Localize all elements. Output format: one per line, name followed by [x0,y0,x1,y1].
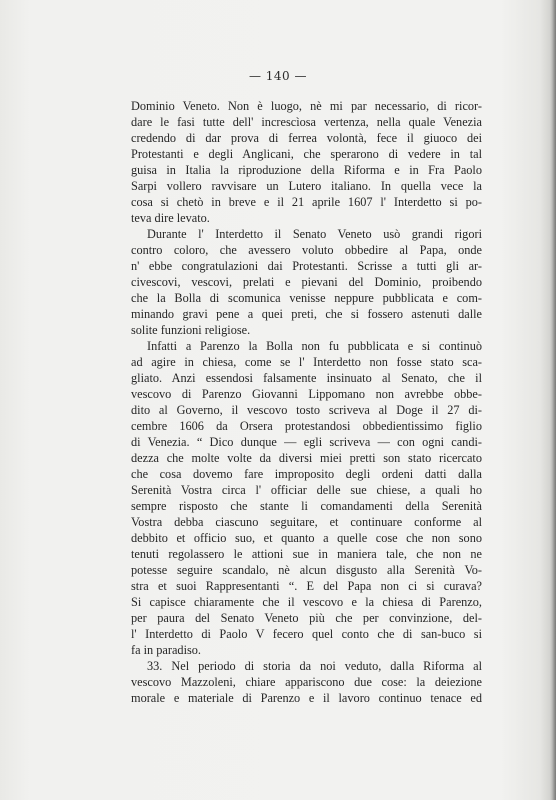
text-line: gliato. Anzi essendosi falsamente insinuato al Senato, che il [131,371,482,385]
body-text [131,98,482,706]
text-line: guisa in Italia la riproduzione della Riforma e in Fra Paolo [131,163,482,177]
text-line: fa in paradiso. [131,643,201,657]
text-line: di Venezia. “ Dico dunque — egli scriveva — con ogni candi- [131,435,482,449]
text-line: Vostra debba ciascuno seguitare, et continuare conforme al [131,515,482,529]
text-line: debbito et officio suo, et quanto a quelle cose che non sono [131,531,482,545]
text-line: solite funzioni religiose. [131,323,251,337]
text-line: Dominio Veneto. Non è luogo, nè mi par necessario, di ricor- [131,99,482,113]
text-line: stra et suoi Rappresentanti “. E del Papa non ci si curava? [131,579,482,593]
text-line: Infatti a Parenzo la Bolla non fu pubblicata e si continuò [147,339,482,353]
text-line: teva dire levato. [131,211,210,225]
text-line: cembre 1606 da Orsera protestandosi obbedientissimo figlio [131,419,482,433]
text-line: contro coloro, che avessero voluto obbedire al Papa, onde [131,243,482,257]
text-line: che cosa dovemo fare improposito degli ordeni datti dalla [131,467,482,481]
page-edge-shadow [550,0,556,800]
text-line: vescovo Mazzoleni, chiare appariscono due cose: la deiezione [131,675,482,689]
text-line: vescovo di Parenzo Giovanni Lippomano non avrebbe obbe- [131,387,482,401]
text-line: n' ebbe congratulazioni dai Protestanti. Scrisse a tutti gli ar- [131,259,482,273]
text-line: che la Bolla di scomunica venisse neppure pubblicata e com- [131,291,482,305]
text-line: Si capisce chiaramente che il vescovo e la chiesa di Parenzo, [131,595,482,609]
text-line: sempre risposto che stante li comandamenti della Serenità [131,499,482,513]
text-line: dare le fasi tutte dell' increscìosa vertenza, nella quale Venezia [131,115,482,129]
page-number: — 140 — [248,69,308,83]
text-line: morale e materiale di Parenzo e il lavoro continuo tenace ed [131,691,482,705]
text-line: Sarpi vollero ravvisare un Lutero italiano. In quella vece la [131,179,482,193]
text-line: Serenità Vostra circa l' officiar delle sue chiese, a quali ho [131,483,482,497]
text-line: cosa si chetò in breve e il 21 aprile 1607 l' Interdetto si po- [131,195,482,209]
text-line: l' Interdetto di Paolo V fecero quel conto che di san-buco si [131,627,482,641]
text-line: 33. Nel periodo di storia da noi veduto, dalla Riforma al [147,659,482,673]
text-line: Durante l' Interdetto il Senato Veneto usò grandi rigori [147,227,482,241]
text-line: minando gravi pene a quei preti, che si fossero astenuti dalle [131,307,482,321]
text-line: ad agire in chiesa, come se l' Interdetto non fosse stato sca- [131,355,482,369]
text-line: potesse seguire scandalo, nè alcun disgusto alla Serenità Vo- [131,563,482,577]
text-line: dezza che molte volte da diversi miei pretti son stato ricercato [131,451,482,465]
text-line: tenuti regolassero le attioni sue in maniera tale, che non ne [131,547,482,561]
text-line: per paura del Senato Veneto più che per convinzione, del- [131,611,482,625]
text-line: credendo di dar prova di ferrea volontà, fece il giuoco dei [131,131,482,145]
text-line: civescovi, vescovi, prelati e pievani del Dominio, proibendo [131,275,482,289]
text-line: Protestanti e degli Anglicani, che sperarono di vedere in tal [131,147,482,161]
text-line: dito al Governo, il vescovo tosto scriveva al Doge il 27 di- [131,403,482,417]
